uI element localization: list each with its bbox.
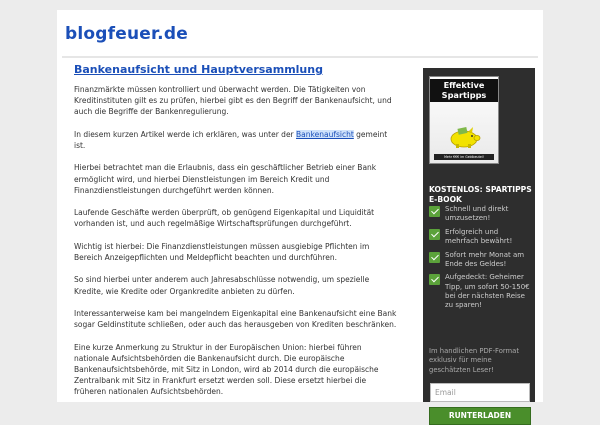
benefit-item [429,228,533,246]
benefit-text: Schnell und direkt umzusetzen! [445,205,509,223]
optin-heading: KOSTENLOS: SPARTIPPS E-BOOK [429,185,532,204]
article-paragraph: Eine kurze Anmerkung zu Struktur in der Europäischen Union: hierbei führen nationale Aufsichtsbehörden die Bankenaufsicht durch. Die europäische Bankenaufsichtsbehörde, mit Sitz in London, wird ab 2014 durch die europäische Zentralbank mit Sitz in Frankfurt ersetzt werden soll. Diese ersetzt hierbei die früheren nationalen Aufsichtsbehörden. [74,342,379,397]
benefit-text: Sofort mehr Monat am Ende des Geldes! [445,250,525,268]
benefit-item [429,273,533,310]
checkmark-icon [429,252,440,263]
ebook-cover-footer: Mehr €€€ im Geldbeutel! [434,154,494,160]
benefit-text: Erfolgreich und mehrfach bewährt! [445,227,513,245]
article-paragraph: Finanzmärkte müssen kontrolliert und überwacht werden. Die Tätigkeiten von Kreditinstituten gilt es zu prüfen, hierbei gibt es den Begriff der Bankenaufsicht, und auch die Begriffe der Bankenregulierung. [74,85,392,117]
ebook-optin-widget [423,68,535,420]
article [74,63,398,409]
site-title-link[interactable]: blogfeuer.de [65,24,188,44]
ebook-cover-title [430,79,498,102]
benefit-text: Aufgedeckt: Geheimer Tipp, um sofort 50-150€ bei der nächsten Reise zu sparen! [445,273,530,309]
benefit-list [429,205,533,315]
checkmark-icon [429,229,440,240]
email-input[interactable] [430,383,530,402]
article-paragraph: So sind hierbei unter anderem auch Jahresabschlüsse notwendig, um spezielle Kredite, wie Kredite oder Organkredite anbieten zu dürfen. [74,275,370,296]
ebook-cover-image [429,76,499,164]
article-paragraph: Laufende Geschäfte werden überprüft, ob genügend Eigenkapital und Liquidität vorhanden ist, und auch regelmäßige Wirtschaftsprüfungen durchgeführt. [74,208,375,229]
checkmark-icon [429,206,440,217]
optin-note: Im handlichen PDF-Format exklusiv für meine geschätzten Leser! [429,347,519,374]
checkmark-icon [429,274,440,285]
paragraph-text: gemeint ist. [74,129,388,150]
article-paragraph: Hierbei betrachtet man die Erlaubnis, dass ein geschäftlicher Betrieb einer Bank ermöglicht wird, und hierbei Dienstleistungen im Bereich Kredit und Finanzdienstleistungen durchgeführt werden können. [74,163,377,195]
bankenaufsicht-link[interactable]: Bankenaufsicht [296,129,354,139]
download-button[interactable]: RUNTERLADEN [429,407,531,425]
article-title-link[interactable]: Bankenaufsicht und Hauptversammlung [74,63,323,76]
article-paragraph: Wichtig ist hierbei: Die Finanzdienstleistungen müssen ausgiebige Pflichten im Bereich Anzeigepflichten und Meldepflicht beachten und durchführen. [74,241,370,262]
paragraph-text: In diesem kurzen Artikel werde ich erklären, was unter der [74,129,297,139]
piggy-bank-icon [448,123,482,149]
benefit-item [429,205,533,223]
ebook-cover-title-line: Spartipps [441,90,487,100]
page-container [57,10,543,420]
benefit-item [429,251,533,269]
article-paragraph: Interessanterweise kam bei mangelndem Eigenkapital eine Bankenaufsicht eine Bank sogar Geldinstitute schließen, oder auch das herausgeben von Krediten beschränken. [74,308,397,330]
ebook-cover-title-line: Effektive [443,80,485,90]
article-paragraph [74,129,398,151]
header-divider [62,56,538,58]
